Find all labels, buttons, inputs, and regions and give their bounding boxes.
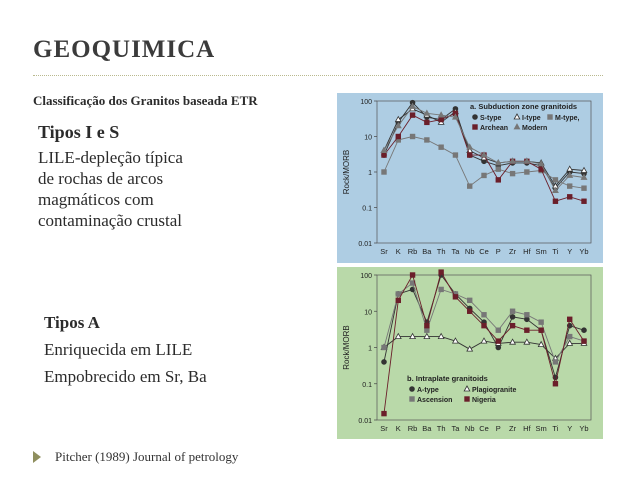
legend-marker — [465, 397, 470, 402]
data-point — [567, 184, 572, 189]
x-tick-label: Ce — [479, 424, 489, 433]
legend-marker — [473, 115, 478, 120]
data-point — [539, 328, 544, 333]
x-tick-label: Ba — [422, 424, 432, 433]
data-point — [382, 153, 387, 158]
x-tick-label: Y — [567, 247, 573, 256]
x-tick-label: Th — [436, 424, 446, 433]
data-point — [396, 292, 401, 297]
x-tick-label: Sr — [380, 247, 388, 256]
data-point — [582, 199, 587, 204]
bullet-triangle-icon — [33, 451, 41, 463]
y-tick-label: 0.1 — [362, 205, 372, 213]
citation-text: Pitcher (1989) Journal of petrology — [55, 449, 239, 464]
data-point — [482, 323, 487, 328]
x-tick-label: K — [395, 247, 401, 256]
text-line: magmáticos com — [38, 190, 154, 209]
y-tick-label: 1 — [368, 345, 372, 353]
data-point — [482, 173, 487, 178]
text-block-i-s-types — [38, 122, 183, 231]
data-point — [425, 138, 430, 143]
x-tick-label: Sm — [535, 247, 547, 256]
data-point — [525, 328, 530, 333]
data-point — [567, 317, 572, 322]
data-point — [439, 287, 444, 292]
data-point — [582, 328, 587, 333]
data-point — [382, 170, 387, 175]
slide-title: GEOQUIMICA — [33, 36, 216, 63]
chart-intraplate-granitoids — [337, 267, 603, 439]
chart-subduction-granitoids — [337, 93, 603, 263]
data-point — [439, 145, 444, 150]
data-point — [553, 381, 558, 386]
legend-label: A-type — [417, 387, 439, 394]
x-tick-label: Ti — [552, 247, 559, 256]
slide-subtitle: Classificação dos Granitos baseada ETR — [33, 93, 258, 108]
chart-title: a. Subduction zone granitoids — [470, 102, 578, 111]
x-tick-label: Th — [436, 247, 446, 256]
y-tick-label: 100 — [360, 99, 372, 106]
data-point — [410, 134, 415, 139]
y-axis-label: Rock/MORB — [342, 325, 351, 370]
data-point — [382, 345, 387, 350]
data-point — [453, 295, 458, 300]
data-point — [482, 312, 487, 317]
legend-label: Plagiogranite — [472, 387, 517, 394]
data-point — [439, 117, 444, 122]
x-tick-label: Yb — [579, 247, 589, 256]
data-point — [582, 186, 587, 191]
data-point — [467, 309, 472, 314]
data-point — [453, 153, 458, 158]
data-point — [410, 273, 415, 278]
data-point — [496, 339, 501, 344]
x-tick-label: P — [495, 424, 501, 433]
data-point — [467, 184, 472, 189]
legend-label: Archean — [480, 125, 509, 132]
data-point — [525, 170, 530, 175]
x-tick-label: P — [495, 247, 501, 256]
data-point — [525, 312, 530, 317]
legend-label: M-type, — [555, 115, 580, 122]
x-tick-label: Sm — [535, 424, 547, 433]
data-point — [510, 314, 515, 319]
x-tick-label: Ta — [451, 247, 460, 256]
legend-label: Ascension — [417, 397, 453, 404]
y-tick-label: 0.01 — [358, 241, 372, 248]
data-point — [396, 298, 401, 303]
data-point — [425, 323, 430, 328]
citation — [33, 449, 238, 465]
legend-marker — [410, 397, 415, 402]
data-point — [582, 339, 587, 344]
data-point — [425, 120, 430, 125]
heading-a-types: Tipos A — [44, 313, 100, 332]
data-point — [524, 317, 529, 322]
legend-marker — [473, 125, 478, 130]
x-tick-label: Nb — [464, 247, 475, 256]
legend-marker — [548, 115, 553, 120]
x-tick-label: K — [395, 424, 401, 433]
text-block-a-types — [44, 309, 207, 390]
text-line: LILE-depleção típica — [38, 148, 183, 167]
text-line: de rochas de arcos — [38, 169, 164, 188]
x-tick-label: Y — [567, 424, 573, 433]
text-line: Empobrecido em Sr, Ba — [44, 367, 207, 386]
x-tick-label: Hf — [523, 424, 531, 433]
x-tick-label: Rb — [407, 424, 418, 433]
text-line: contaminação crustal — [38, 211, 182, 230]
y-axis-label: Rock/MORB — [342, 149, 351, 195]
x-tick-label: Nb — [464, 424, 475, 433]
x-tick-label: Rb — [407, 247, 418, 256]
y-tick-label: 1 — [368, 170, 372, 177]
data-point — [510, 309, 515, 314]
data-point — [553, 199, 558, 204]
data-point — [510, 171, 515, 176]
data-point — [496, 345, 501, 350]
text-line: Enriquecida em LILE — [44, 340, 193, 359]
data-point — [496, 328, 501, 333]
data-point — [467, 298, 472, 303]
y-tick-label: 0.01 — [358, 418, 372, 425]
legend-marker — [410, 387, 415, 392]
data-point — [410, 113, 415, 118]
x-tick-label: Zr — [509, 424, 517, 433]
legend-label: I-type — [522, 115, 541, 122]
data-point — [496, 167, 501, 172]
data-point — [539, 320, 544, 325]
data-point — [510, 323, 515, 328]
data-point — [439, 270, 444, 275]
data-point — [467, 153, 472, 158]
data-point — [567, 195, 572, 200]
x-tick-label: Ti — [552, 424, 559, 433]
y-tick-label: 0.1 — [362, 381, 372, 389]
data-point — [382, 360, 387, 365]
x-tick-label: Yb — [579, 424, 589, 433]
data-point — [553, 178, 558, 183]
x-tick-label: Ta — [451, 424, 460, 433]
x-tick-label: Ba — [422, 247, 432, 256]
data-point — [425, 328, 430, 333]
legend-label: S-type — [480, 115, 502, 122]
data-point — [382, 411, 387, 416]
x-tick-label: Sr — [380, 424, 388, 433]
data-point — [396, 134, 401, 139]
y-tick-label: 100 — [360, 273, 372, 280]
legend-label: Modern — [522, 125, 548, 132]
heading-i-s-types: Tipos I e S — [38, 122, 120, 142]
x-tick-label: Hf — [523, 247, 531, 256]
data-point — [567, 334, 572, 339]
title-divider — [33, 75, 603, 76]
y-tick-label: 10 — [364, 309, 372, 317]
legend-label: Nigeria — [472, 397, 496, 404]
x-tick-label: Ce — [479, 247, 489, 256]
chart-title: b. Intraplate granitoids — [407, 374, 488, 383]
y-tick-label: 10 — [364, 134, 372, 142]
data-point — [553, 360, 558, 365]
data-point — [496, 178, 501, 183]
x-tick-label: Zr — [509, 247, 517, 256]
